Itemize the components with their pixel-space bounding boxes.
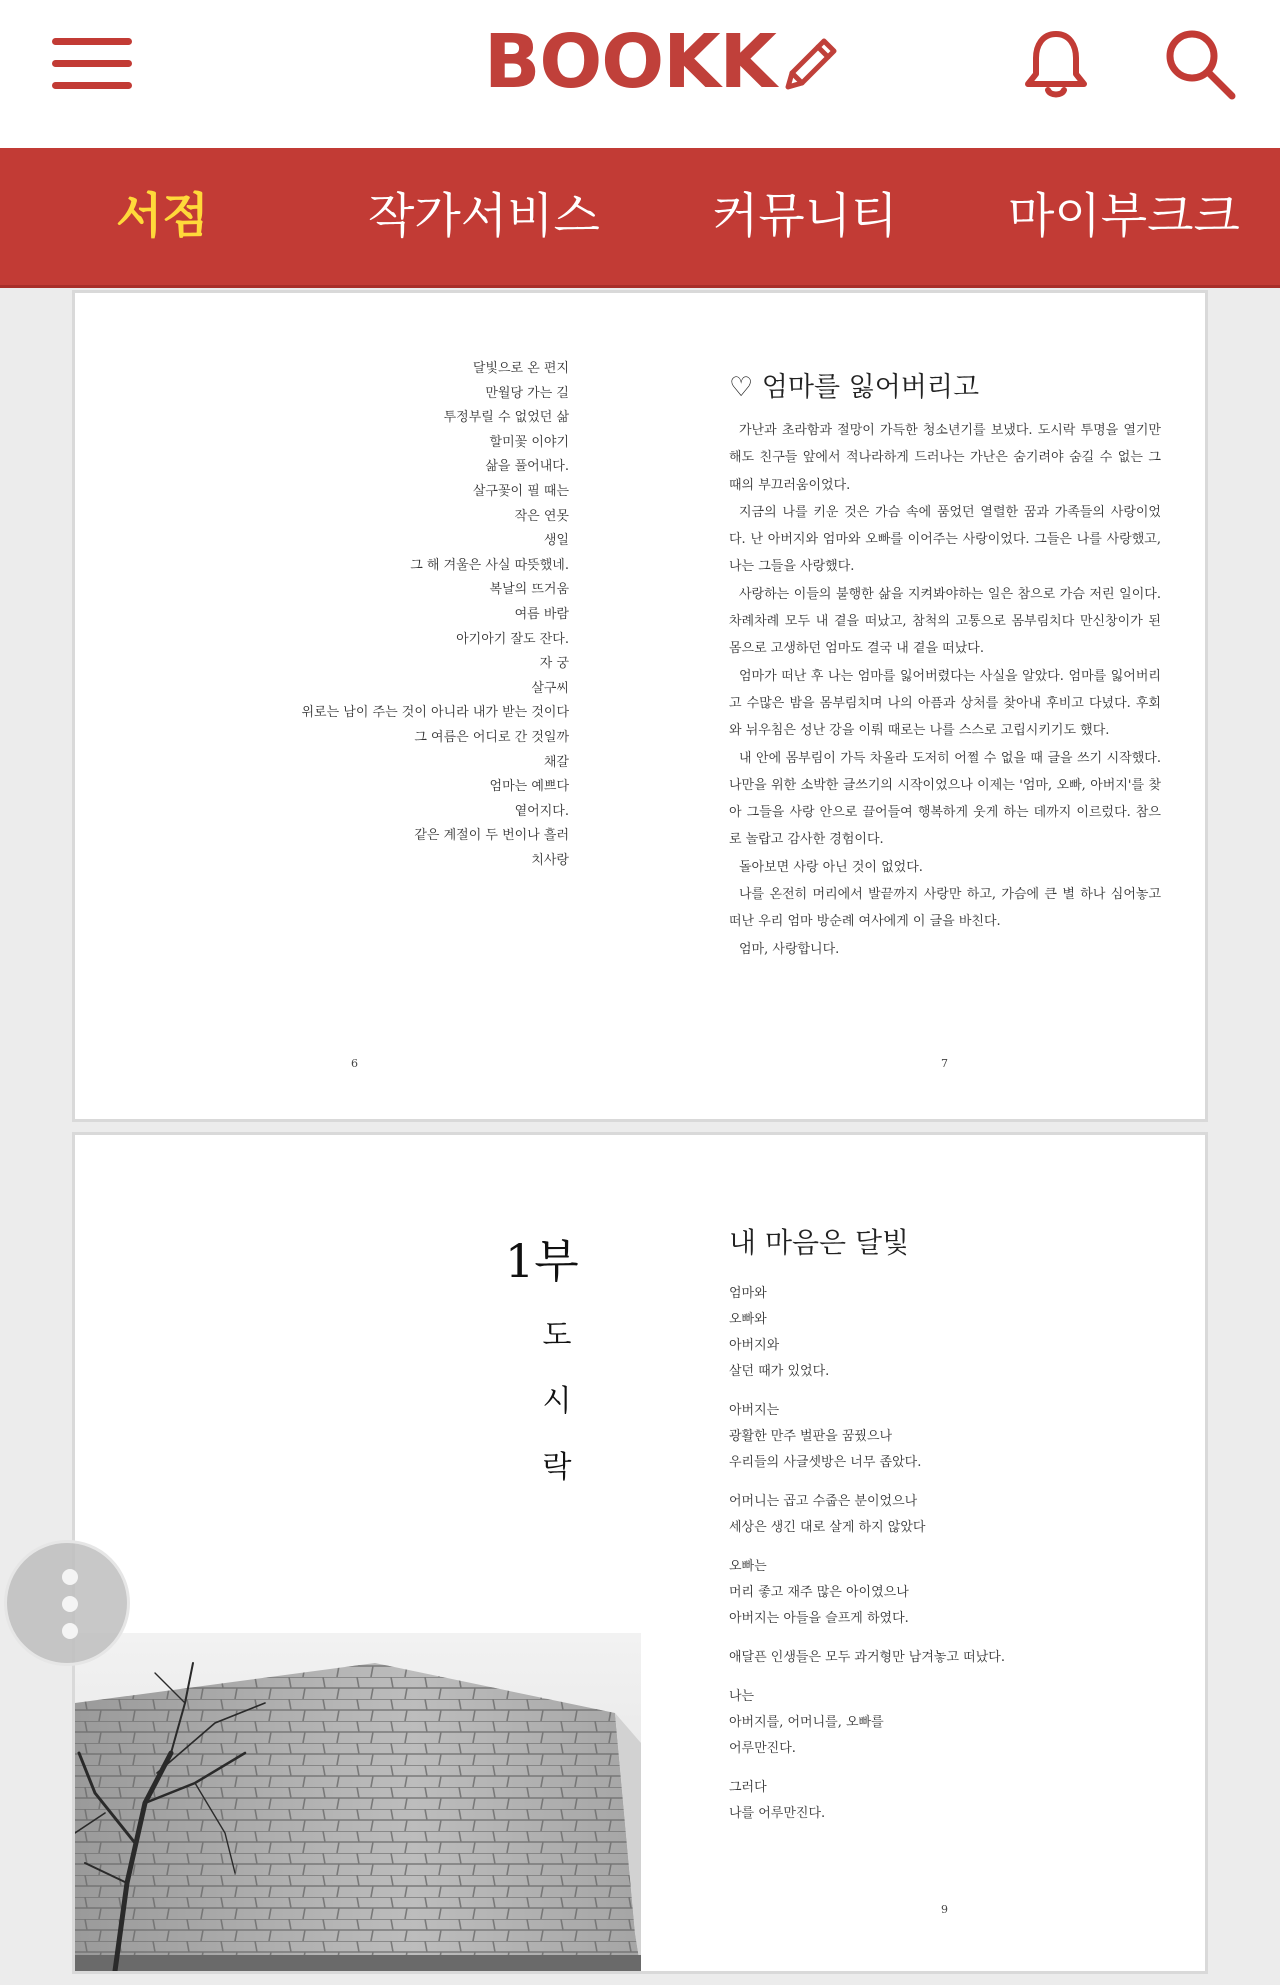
poem-line: 어머니는 곱고 수줍은 분이었으나 (729, 1494, 918, 1509)
poem-list-item: 여름 바람 (514, 606, 569, 622)
poem-list-item: 만월당 가는 길 (485, 385, 569, 401)
hamburger-menu-icon[interactable] (52, 38, 132, 90)
page-number-right: 9 (941, 1903, 948, 1916)
nav-community[interactable]: 커뮤니티 (712, 188, 898, 244)
part-title-char: 락 (542, 1450, 572, 1485)
poem-list-item: 생일 (543, 533, 569, 549)
poem-list-item: 살구씨 (531, 680, 569, 696)
poem-list-item: 살구꽃이 필 때는 (472, 483, 569, 499)
poem-line: 엄마와 (729, 1286, 767, 1301)
part-title-char: 시 (542, 1384, 572, 1419)
poem-title: 내 마음은 달빛 (729, 1226, 910, 1259)
bell-icon[interactable] (1022, 28, 1090, 100)
poem-line: 나를 어루만진다. (729, 1806, 826, 1821)
poem-list-item: 치사랑 (531, 852, 569, 868)
more-options-button[interactable] (4, 1540, 130, 1666)
poem-list-item: 그 여름은 어디로 간 것일까 (414, 729, 569, 745)
stone-wall-photo (75, 1633, 641, 1971)
book-preview-spread-2 (72, 1132, 1208, 1974)
essay-paragraph: 돌아보면 사랑 아닌 것이 없었다. (739, 859, 923, 875)
poem-stanza (729, 1775, 1005, 1827)
poem-list-item: 엄마는 예쁘다 (489, 779, 569, 795)
part-number: 1부 (505, 1234, 579, 1288)
poem-list-item: 아기아기 잘도 잔다. (456, 631, 569, 647)
poem-list-item: 투정부릴 수 없었던 삶 (443, 410, 569, 426)
poem-line: 어루만진다. (729, 1741, 796, 1756)
main-nav (0, 148, 1280, 288)
poem-line: 오빠는 (729, 1559, 767, 1574)
part-title-char: 도 (542, 1318, 572, 1353)
essay-paragraph: 엄마, 사랑합니다. (739, 941, 840, 957)
poem-list-item: 작은 연못 (514, 508, 569, 524)
nav-my-bookk[interactable]: 마이부크크 (1008, 188, 1240, 244)
part-title-vertical (537, 1303, 577, 1501)
page-number-left: 6 (351, 1057, 358, 1070)
book-preview-spread-1 (72, 290, 1208, 1122)
essay-paragraph: 나를 온전히 머리에서 발끝까지 사랑만 하고, 가슴에 큰 별 하나 심어놓고 떠난 우리 엄마 방순례 여사에게 이 글을 바친다. (729, 887, 1161, 930)
poem-list-item: 위로는 남이 주는 것이 아니라 내가 받는 것이다 (301, 705, 569, 721)
poem-stanza (729, 1281, 1005, 1385)
poem-stanza (729, 1398, 1005, 1476)
poem-list-item: 그 해 겨울은 사실 따뜻했네. (410, 557, 569, 573)
poem-line: 애달픈 인생들은 모두 과거형만 남겨놓고 떠났다. (729, 1650, 1005, 1665)
pencil-icon (780, 33, 842, 95)
poem-line: 머리 좋고 재주 많은 아이였으나 (729, 1585, 909, 1600)
poem-line: 그러다 (729, 1780, 767, 1795)
more-vertical-icon (62, 1623, 78, 1639)
poem-list-item: 복날의 뜨거움 (489, 582, 569, 598)
poem-body (729, 1281, 1005, 1840)
poem-stanza (729, 1554, 1005, 1632)
poem-line: 세상은 생긴 대로 살게 하지 않았다 (729, 1520, 926, 1535)
bookk-logo[interactable] (484, 19, 842, 105)
essay-title: ♡ 엄마를 잃어버리고 (729, 372, 980, 403)
poem-list-item: 달빛으로 온 편지 (472, 361, 569, 376)
poem-stanza (729, 1684, 1005, 1762)
poem-line: 아버지와 (729, 1338, 780, 1353)
essay-paragraph: 엄마가 떠난 후 나는 엄마를 잃어버렸다는 사실을 알았다. 엄마를 잃어버리고 수많은 밤을 몸부림치며 나의 아픔과 상처를 찾아내 후비고 다녔다. 후회와 뉘우침은 성난 강을 이뤄 때로는 나를 스스로 고립시키기도 했다. (729, 668, 1161, 739)
essay-paragraph: 가난과 초라함과 절망이 가득한 청소년기를 보냈다. 도시락 투명을 열기만 해도 친구들 앞에서 적나라하게 드러나는 가난은 숨기려야 숨길 수 없는 그 때의 부끄러움이었다. (729, 423, 1161, 493)
poem-list-item: 자 궁 (539, 656, 569, 672)
poem-line: 아버지는 (729, 1403, 780, 1418)
poem-stanza (729, 1645, 1005, 1671)
poem-line: 나는 (729, 1689, 755, 1704)
poem-list-item: 채갈 (543, 754, 569, 770)
poem-line: 우리들의 사글셋방은 너무 좁았다. (729, 1455, 922, 1470)
essay-paragraph: 사랑하는 이들의 불행한 삶을 지켜봐야하는 일은 참으로 가슴 저린 일이다. 차례차례 모두 내 곁을 떠났고, 참척의 고통으로 몸부림치다 만신창이가 된 몸으로 고생하던 엄마도 결국 내 곁을 떠났다. (729, 586, 1161, 657)
poem-list-item: 같은 계절이 두 번이나 흘러 (414, 828, 569, 844)
poem-line: 아버지를, 어머니를, 오빠를 (729, 1715, 884, 1730)
page-number-right: 7 (941, 1057, 948, 1070)
poem-stanza (729, 1489, 1005, 1541)
essay-body (729, 417, 1161, 963)
poem-line: 아버지는 아들을 슬프게 하였다. (729, 1611, 909, 1626)
poem-list-item: 옅어지다. (514, 803, 569, 819)
poem-line: 살던 때가 있었다. (729, 1364, 830, 1379)
nav-author-services[interactable]: 작가서비스 (368, 188, 600, 244)
poem-list-item: 할미꽃 이야기 (489, 434, 569, 450)
poem-list (301, 357, 569, 873)
poem-line: 광활한 만주 벌판을 꿈꿨으나 (729, 1429, 893, 1444)
essay-paragraph: 내 안에 몸부림이 가득 차올라 도저히 어쩔 수 없을 때 글을 쓰기 시작했다. 나만을 위한 소박한 글쓰기의 시작이었으나 이제는 '엄마, 오빠, 아버지'를 찾아 그들을 사랑 안으로 끌어들여 행복하게 웃게 하는 데까지 이르렀다. 참으로 놀랍고 감사한 경험이다. (729, 750, 1161, 848)
more-vertical-icon (62, 1569, 78, 1585)
poem-list-item: 삶을 풀어내다. (485, 459, 569, 475)
poem-line: 오빠와 (729, 1312, 767, 1327)
logo-text: BOOKK (484, 19, 776, 105)
search-icon[interactable] (1162, 26, 1238, 102)
more-vertical-icon (62, 1596, 78, 1612)
top-header (0, 0, 1280, 148)
essay-paragraph: 지금의 나를 키운 것은 가슴 속에 품었던 열렬한 꿈과 가족들의 사랑이었다. 난 아버지와 엄마와 오빠를 이어주는 사랑이었다. 그들은 나를 사랑했고, 나는 그들을 사랑했다. (729, 504, 1161, 575)
nav-bookstore[interactable]: 서점 (116, 188, 209, 244)
